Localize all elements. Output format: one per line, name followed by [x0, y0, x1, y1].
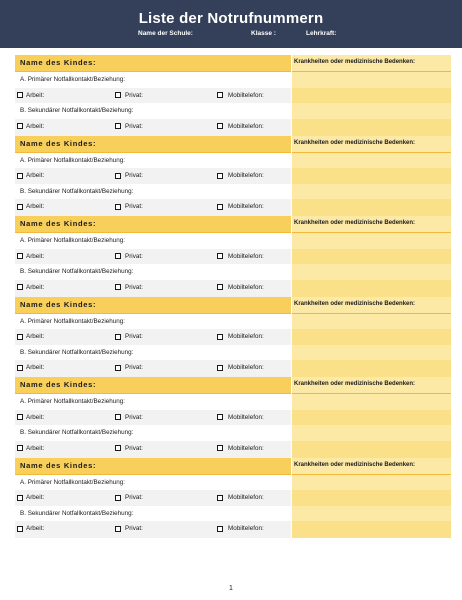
- private-label: Privat:: [125, 525, 143, 532]
- medical-line: [292, 345, 451, 361]
- secondary-phone-row: [15, 441, 291, 458]
- checkbox-private[interactable]: [115, 204, 121, 210]
- secondary-contact-label: B. Sekundärer Notfallkontakt/Beziehung:: [20, 268, 134, 275]
- work-label: Arbeit:: [26, 172, 45, 179]
- child-name-label: Name des Kindes:: [20, 219, 97, 228]
- checkbox-mobile[interactable]: [217, 253, 223, 259]
- medical-label: Krankheiten oder medizinische Bedenken:: [294, 461, 416, 468]
- checkbox-mobile[interactable]: [217, 445, 223, 451]
- checkbox-mobile[interactable]: [217, 414, 223, 420]
- checkbox-mobile[interactable]: [217, 123, 223, 129]
- primary-phone-row: [15, 410, 291, 426]
- teacher-label: Lehrkraft:: [306, 30, 337, 37]
- medical-label: Krankheiten oder medizinische Bedenken:: [294, 381, 416, 387]
- medical-label: Krankheiten oder medizinische Bedenken:: [294, 139, 416, 146]
- secondary-phone-row: [15, 360, 291, 377]
- checkbox-mobile[interactable]: [217, 495, 223, 501]
- secondary-phone-row: [15, 521, 291, 538]
- medical-notes-field[interactable]: [292, 216, 451, 297]
- medical-notes-field[interactable]: [292, 136, 451, 217]
- private-label: Privat:: [125, 494, 143, 501]
- mobile-label: Mobiltelefon:: [228, 172, 264, 179]
- contact-block: [15, 55, 451, 136]
- secondary-phone-row: [15, 199, 291, 216]
- primary-contact-label: A. Primärer Notfallkontakt/Beziehung:: [20, 478, 125, 486]
- mobile-label: Mobiltelefon:: [228, 122, 264, 130]
- private-label: Privat:: [125, 444, 143, 452]
- medical-line: [292, 314, 451, 330]
- medical-header: [292, 297, 451, 314]
- mobile-label: Mobiltelefon:: [228, 91, 264, 99]
- checkbox-work[interactable]: [17, 123, 23, 129]
- checkbox-work[interactable]: [17, 204, 23, 210]
- checkbox-work[interactable]: [17, 414, 23, 420]
- private-label: Privat:: [125, 172, 143, 179]
- child-name-row[interactable]: [15, 136, 291, 153]
- school-name-label: Name der Schule:: [138, 30, 193, 37]
- primary-contact-row[interactable]: [15, 475, 291, 491]
- checkbox-private[interactable]: [115, 334, 121, 340]
- medical-notes-field[interactable]: [292, 297, 451, 378]
- work-label: Arbeit:: [26, 122, 45, 130]
- medical-line: [292, 441, 451, 458]
- medical-header: [292, 136, 451, 153]
- medical-line: [292, 249, 451, 265]
- checkbox-work[interactable]: [17, 173, 23, 179]
- contact-block: [15, 458, 451, 539]
- private-label: Privat:: [125, 413, 143, 421]
- secondary-phone-row: [15, 280, 291, 297]
- medical-line: [292, 490, 451, 506]
- checkbox-work[interactable]: [17, 334, 23, 340]
- checkbox-work[interactable]: [17, 253, 23, 259]
- page-title: Liste der Notrufnummern: [138, 10, 324, 27]
- child-name-label: Name des Kindes:: [20, 299, 97, 309]
- page-number: 1: [229, 585, 233, 592]
- medical-line: [292, 521, 451, 538]
- mobile-label: Mobiltelefon:: [228, 364, 264, 371]
- work-label: Arbeit:: [26, 494, 45, 501]
- checkbox-private[interactable]: [115, 92, 121, 98]
- child-name-label: Name des Kindes:: [20, 58, 97, 67]
- primary-phone-row: [15, 168, 291, 184]
- secondary-contact-label: B. Sekundärer Notfallkontakt/Beziehung:: [20, 107, 134, 114]
- contact-block: [15, 216, 451, 297]
- primary-phone-row: [15, 490, 291, 506]
- medical-header: [292, 458, 451, 475]
- medical-notes-field[interactable]: [292, 377, 451, 458]
- work-label: Arbeit:: [26, 91, 45, 99]
- primary-contact-label: A. Primärer Notfallkontakt/Beziehung:: [20, 317, 125, 325]
- primary-contact-row[interactable]: [15, 153, 291, 169]
- private-label: Privat:: [125, 122, 143, 130]
- medical-header: [292, 55, 451, 72]
- contact-block: [15, 297, 451, 378]
- checkbox-private[interactable]: [115, 365, 121, 371]
- medical-line: [292, 425, 451, 441]
- checkbox-mobile[interactable]: [217, 526, 223, 532]
- child-name-label: Name des Kindes:: [20, 460, 97, 470]
- medical-line: [292, 168, 451, 184]
- contact-block: [15, 377, 451, 458]
- primary-phone-row: [15, 329, 291, 345]
- mobile-label: Mobiltelefon:: [228, 252, 264, 260]
- private-label: Privat:: [125, 203, 143, 210]
- checkbox-work[interactable]: [17, 445, 23, 451]
- mobile-label: Mobiltelefon:: [228, 494, 264, 501]
- medical-line: [292, 199, 451, 216]
- checkbox-work[interactable]: [17, 284, 23, 290]
- secondary-contact-row[interactable]: [15, 264, 291, 280]
- secondary-contact-row[interactable]: [15, 184, 291, 200]
- secondary-contact-row[interactable]: [15, 425, 291, 441]
- secondary-contact-label: B. Sekundärer Notfallkontakt/Beziehung:: [20, 348, 134, 356]
- contact-blocks: [15, 55, 451, 538]
- page-header: [0, 0, 462, 48]
- primary-contact-row[interactable]: [15, 72, 291, 88]
- medical-line: [292, 360, 451, 377]
- checkbox-work[interactable]: [17, 365, 23, 371]
- private-label: Privat:: [125, 91, 143, 99]
- checkbox-mobile[interactable]: [217, 173, 223, 179]
- checkbox-mobile[interactable]: [217, 204, 223, 210]
- checkbox-work[interactable]: [17, 92, 23, 98]
- private-label: Privat:: [125, 333, 143, 340]
- work-label: Arbeit:: [26, 413, 45, 421]
- medical-line: [292, 264, 451, 280]
- checkbox-work[interactable]: [17, 495, 23, 501]
- medical-line: [292, 72, 451, 88]
- checkbox-mobile[interactable]: [217, 284, 223, 290]
- mobile-label: Mobiltelefon:: [228, 413, 264, 421]
- child-name-row[interactable]: [15, 297, 291, 314]
- child-name-row[interactable]: [15, 458, 291, 475]
- medical-line: [292, 475, 451, 491]
- medical-label: Krankheiten oder medizinische Bedenken:: [294, 220, 416, 226]
- checkbox-mobile[interactable]: [217, 365, 223, 371]
- class-label: Klasse :: [251, 30, 276, 37]
- medical-line: [292, 184, 451, 200]
- secondary-contact-label: B. Sekundärer Notfallkontakt/Beziehung:: [20, 429, 134, 436]
- medical-line: [292, 329, 451, 345]
- work-label: Arbeit:: [26, 283, 45, 291]
- primary-contact-label: A. Primärer Notfallkontakt/Beziehung:: [20, 156, 125, 164]
- checkbox-private[interactable]: [115, 526, 121, 532]
- primary-phone-row: [15, 249, 291, 265]
- medical-line: [292, 103, 451, 119]
- medical-line: [292, 233, 451, 249]
- work-label: Arbeit:: [26, 444, 45, 452]
- secondary-contact-row[interactable]: [15, 345, 291, 361]
- child-name-label: Name des Kindes:: [20, 380, 97, 389]
- checkbox-mobile[interactable]: [217, 92, 223, 98]
- secondary-contact-row[interactable]: [15, 103, 291, 119]
- work-label: Arbeit:: [26, 203, 45, 210]
- work-label: Arbeit:: [26, 525, 45, 532]
- checkbox-work[interactable]: [17, 526, 23, 532]
- checkbox-private[interactable]: [115, 253, 121, 259]
- medical-line: [292, 506, 451, 522]
- work-label: Arbeit:: [26, 364, 45, 371]
- checkbox-private[interactable]: [115, 123, 121, 129]
- secondary-contact-label: B. Sekundärer Notfallkontakt/Beziehung:: [20, 509, 134, 517]
- primary-contact-row[interactable]: [15, 233, 291, 249]
- medical-line: [292, 410, 451, 426]
- mobile-label: Mobiltelefon:: [228, 333, 264, 340]
- checkbox-mobile[interactable]: [217, 334, 223, 340]
- mobile-label: Mobiltelefon:: [228, 203, 264, 210]
- primary-contact-label: A. Primärer Notfallkontakt/Beziehung:: [20, 398, 125, 405]
- mobile-label: Mobiltelefon:: [228, 525, 264, 532]
- medical-label: Krankheiten oder medizinische Bedenken:: [294, 59, 416, 65]
- child-name-row[interactable]: [15, 216, 291, 233]
- medical-line: [292, 119, 451, 136]
- primary-phone-row: [15, 88, 291, 104]
- child-name-label: Name des Kindes:: [20, 138, 97, 148]
- medical-notes-field[interactable]: [292, 55, 451, 136]
- secondary-contact-label: B. Sekundärer Notfallkontakt/Beziehung:: [20, 187, 134, 195]
- primary-contact-row[interactable]: [15, 394, 291, 410]
- private-label: Privat:: [125, 252, 143, 260]
- child-name-row[interactable]: [15, 377, 291, 394]
- medical-header: [292, 377, 451, 394]
- private-label: Privat:: [125, 283, 143, 291]
- checkbox-private[interactable]: [115, 414, 121, 420]
- child-name-row[interactable]: [15, 55, 291, 72]
- medical-line: [292, 394, 451, 410]
- checkbox-private[interactable]: [115, 173, 121, 179]
- medical-header: [292, 216, 451, 233]
- medical-line: [292, 153, 451, 169]
- private-label: Privat:: [125, 364, 143, 371]
- mobile-label: Mobiltelefon:: [228, 444, 264, 452]
- mobile-label: Mobiltelefon:: [228, 283, 264, 291]
- primary-contact-row[interactable]: [15, 314, 291, 330]
- checkbox-private[interactable]: [115, 495, 121, 501]
- work-label: Arbeit:: [26, 252, 45, 260]
- medical-line: [292, 88, 451, 104]
- medical-notes-field[interactable]: [292, 458, 451, 539]
- medical-line: [292, 280, 451, 297]
- contact-block: [15, 136, 451, 217]
- checkbox-private[interactable]: [115, 445, 121, 451]
- primary-contact-label: A. Primärer Notfallkontakt/Beziehung:: [20, 76, 125, 83]
- checkbox-private[interactable]: [115, 284, 121, 290]
- medical-label: Krankheiten oder medizinische Bedenken:: [294, 300, 416, 307]
- secondary-contact-row[interactable]: [15, 506, 291, 522]
- secondary-phone-row: [15, 119, 291, 136]
- work-label: Arbeit:: [26, 333, 45, 340]
- primary-contact-label: A. Primärer Notfallkontakt/Beziehung:: [20, 237, 125, 244]
